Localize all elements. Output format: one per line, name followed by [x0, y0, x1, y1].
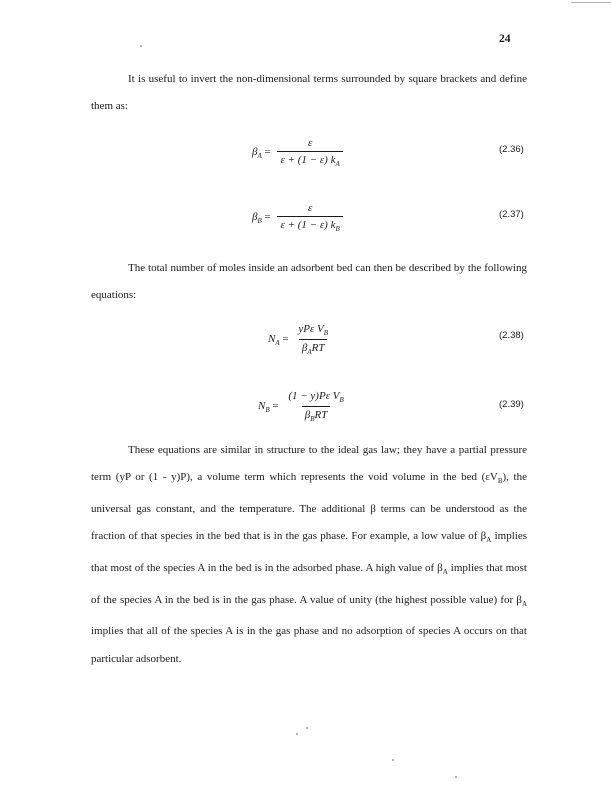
- denominator: $\beta_ART$: [299, 339, 328, 356]
- numerator: ε: [307, 202, 313, 214]
- scan-speck: [392, 759, 394, 761]
- paragraph-intro: It is useful to invert the non-dimensional terms surrounded by square brackets and define them as:: [91, 73, 527, 113]
- denominator: $\beta_BRT$: [302, 406, 331, 423]
- numerator: (1 − y)Pε $V_B$: [288, 390, 344, 405]
- equation-number: (2.36): [499, 144, 524, 155]
- equation-fraction: [295, 323, 331, 356]
- equation-fraction: [285, 390, 346, 423]
- numerator: ε: [307, 137, 313, 149]
- scan-speck: [296, 733, 298, 735]
- scan-edge-line: [571, 2, 611, 3]
- equation-2-39: [258, 390, 347, 423]
- equation-fraction: [277, 137, 342, 168]
- page-number: 24: [499, 33, 511, 45]
- equation-number: (2.38): [499, 330, 524, 341]
- equation-2-38: [268, 323, 331, 356]
- equation-lhs: $\beta_B$ =: [252, 210, 271, 225]
- numerator: yPε $V_B$: [298, 323, 329, 338]
- equation-2-36: [252, 137, 343, 168]
- paragraph-moles: The total number of moles inside an adsorbent bed can then be described by the following equations:: [91, 262, 527, 302]
- denominator: ε + (1 − ε) $k_B$: [277, 216, 342, 233]
- scan-speck: [306, 727, 308, 729]
- scan-speck: [455, 776, 457, 778]
- equation-lhs: $N_B$ =: [258, 399, 279, 414]
- equation-lhs: $\beta_A$ =: [252, 145, 271, 160]
- paragraph-discussion: These equations are similar in structure to the ideal gas law; they have a partial pressure term (yP or (1 - y)P), a volume term which represents the void volume in the bed $(\varepsilon V_B)$, the universal gas constant, and the temperature. The additional β terms can be understood as the fraction of that species in the bed that is in the gas phase. For example, a low value of $\beta_A$ implies that most of the species A in the bed is in the adsorbed phase. A high value of $\beta_A$ implies that most of the species A in the bed is in the gas phase. A value of unity (the highest possible value) for $\beta_A$ implies that all of the species A is in the gas phase and no adsorption of species A occurs on that particular adsorbent.: [91, 444, 527, 665]
- equation-number: (2.37): [499, 209, 524, 220]
- equation-fraction: [277, 202, 342, 233]
- equation-2-37: [252, 202, 343, 233]
- scan-speck: [140, 45, 142, 47]
- equation-number: (2.39): [499, 399, 524, 410]
- equation-lhs: $N_A$ =: [268, 332, 289, 347]
- denominator: ε + (1 − ε) $k_A$: [277, 151, 342, 168]
